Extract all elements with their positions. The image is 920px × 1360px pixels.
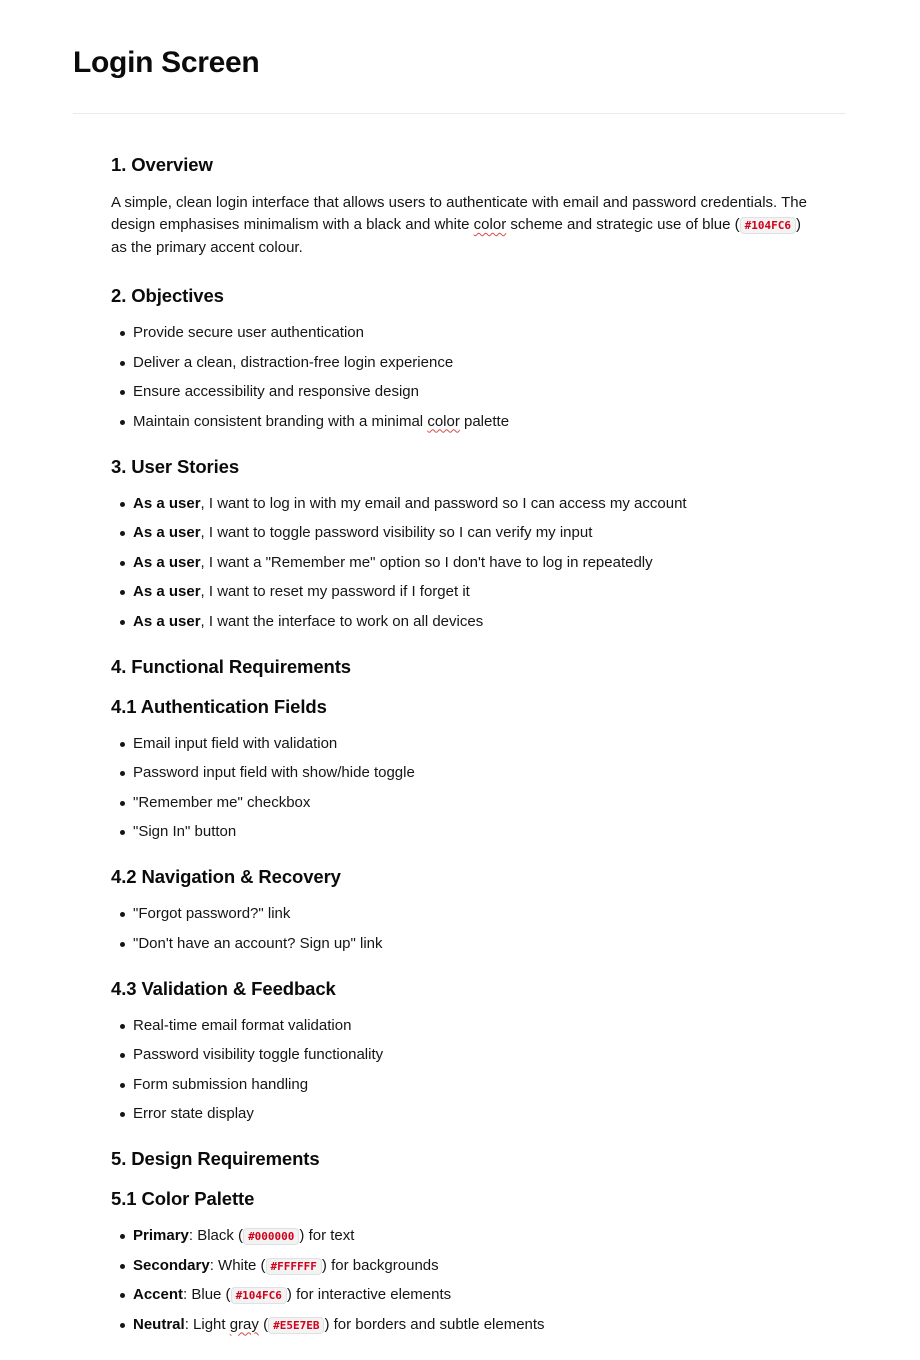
- section-objectives: [111, 284, 811, 431]
- list-item: [133, 1226, 811, 1245]
- page-title: Login Screen: [73, 46, 260, 79]
- list-item-text: Maintain consistent branding with a minimal: [133, 412, 428, 430]
- subsection-heading-color-palette: 5.1 Color Palette: [111, 1188, 255, 1209]
- list-item: "Remember me" checkbox: [133, 793, 811, 812]
- section-heading-functional-requirements: 4. Functional Requirements: [111, 655, 351, 677]
- color-code: #FFFFFF: [266, 1258, 322, 1275]
- subsection-validation-feedback: [111, 977, 811, 1124]
- list-item: Real-time email format validation: [133, 1016, 811, 1035]
- validation-feedback-list: [111, 1016, 811, 1124]
- list-item: [133, 1315, 811, 1334]
- palette-text: : Blue (: [183, 1286, 231, 1303]
- palette-text: ) for interactive elements: [286, 1286, 452, 1303]
- palette-text: ) for text: [299, 1227, 355, 1244]
- spellcheck-word: gray: [229, 1315, 259, 1333]
- list-item: Error state display: [133, 1104, 811, 1123]
- list-item: [133, 1285, 811, 1304]
- subsection-heading-validation-feedback: 4.3 Validation & Feedback: [111, 977, 336, 999]
- list-item: Form submission handling: [133, 1075, 811, 1094]
- list-item: [133, 494, 811, 513]
- palette-label: Neutral: [133, 1315, 185, 1333]
- palette-text: ) for backgrounds: [321, 1256, 439, 1274]
- overview-paragraph: [111, 192, 811, 259]
- section-user-stories: [111, 455, 811, 631]
- list-item: [133, 553, 811, 572]
- palette-text: (: [258, 1315, 269, 1333]
- document-body: [111, 153, 811, 1334]
- section-overview: [111, 153, 811, 259]
- list-item-text: palette: [459, 412, 510, 430]
- story-role: As a user: [133, 583, 201, 600]
- section-functional-requirements: [111, 655, 811, 1124]
- navigation-recovery-list: [111, 904, 811, 953]
- story-role: As a user: [133, 612, 201, 630]
- subsection-color-palette: [111, 1187, 811, 1334]
- list-item: [133, 612, 811, 631]
- palette-text: : Light: [184, 1315, 230, 1333]
- overview-text-3: ) as the primary accent colour.: [111, 216, 802, 256]
- story-text: , I want a "Remember me" option so I don't have to log in repeatedly: [200, 553, 653, 571]
- color-palette-list: [111, 1226, 811, 1334]
- overview-text-2: scheme and strategic use of blue (: [506, 216, 740, 233]
- section-design-requirements: [111, 1147, 811, 1334]
- list-item: [133, 412, 811, 431]
- story-role: As a user: [133, 553, 201, 571]
- subsection-heading-navigation-recovery: 4.2 Navigation & Recovery: [111, 866, 341, 887]
- title-divider: [73, 113, 846, 114]
- spellcheck-word: color: [427, 412, 460, 430]
- list-item: [133, 582, 811, 601]
- accent-color-code: #104FC6: [740, 217, 796, 234]
- section-heading-overview: 1. Overview: [111, 154, 213, 175]
- list-item: Password visibility toggle functionality: [133, 1045, 811, 1064]
- story-text: , I want the interface to work on all devices: [200, 612, 484, 630]
- color-code: #104FC6: [231, 1287, 287, 1304]
- palette-text: : White (: [209, 1256, 266, 1274]
- list-item: "Forgot password?" link: [133, 904, 811, 923]
- objectives-list: [111, 323, 811, 431]
- palette-text: ) for borders and subtle elements: [324, 1315, 545, 1333]
- story-role: As a user: [133, 494, 201, 512]
- palette-label: Secondary: [133, 1256, 210, 1274]
- palette-label: Accent: [133, 1286, 184, 1303]
- list-item: [133, 523, 811, 542]
- subsection-navigation-recovery: [111, 865, 811, 953]
- palette-text: : Black (: [188, 1227, 244, 1244]
- subsection-authentication-fields: [111, 695, 811, 842]
- section-heading-design-requirements: 5. Design Requirements: [111, 1148, 320, 1169]
- authentication-fields-list: [111, 734, 811, 842]
- color-code: #000000: [243, 1228, 299, 1245]
- section-heading-objectives: 2. Objectives: [111, 285, 224, 306]
- color-code: #E5E7EB: [268, 1317, 324, 1334]
- list-item: Provide secure user authentication: [133, 323, 811, 342]
- list-item: Ensure accessibility and responsive design: [133, 382, 811, 401]
- story-role: As a user: [133, 524, 201, 541]
- list-item: Deliver a clean, distraction-free login experience: [133, 353, 811, 372]
- list-item: "Don't have an account? Sign up" link: [133, 934, 811, 953]
- list-item: Password input field with show/hide toggle: [133, 763, 811, 782]
- overview-text-1: A simple, clean login interface that allows users to authenticate with email and password credentials. The design emphasises minimalism with a black and white: [111, 194, 807, 233]
- story-text: , I want to reset my password if I forget it: [200, 583, 470, 600]
- subsection-heading-authentication-fields: 4.1 Authentication Fields: [111, 695, 327, 717]
- section-heading-user-stories: 3. User Stories: [111, 455, 240, 477]
- list-item: "Sign In" button: [133, 822, 811, 841]
- list-item: [133, 1256, 811, 1275]
- palette-label: Primary: [133, 1227, 189, 1244]
- user-stories-list: [111, 494, 811, 631]
- story-text: , I want to toggle password visibility so I can verify my input: [200, 524, 593, 541]
- spellcheck-word: color: [473, 216, 507, 233]
- story-text: , I want to log in with my email and password so I can access my account: [200, 494, 687, 512]
- list-item: Email input field with validation: [133, 734, 811, 753]
